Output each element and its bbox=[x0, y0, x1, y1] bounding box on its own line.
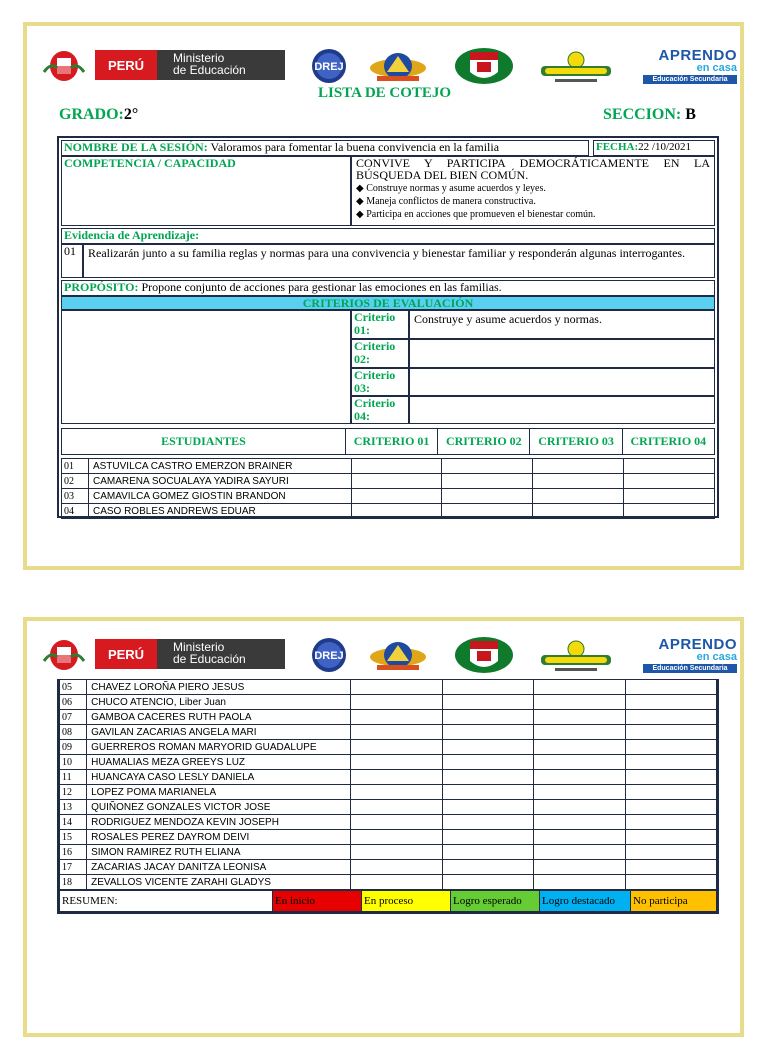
student-name: ZACARIAS JACAY DANITZA LEONISA bbox=[87, 860, 351, 875]
criterio-02-cell[interactable] bbox=[442, 770, 533, 785]
criterio-04-cell[interactable] bbox=[625, 845, 716, 860]
criterio-01-cell[interactable] bbox=[351, 680, 442, 695]
criterio-02-cell[interactable] bbox=[442, 489, 533, 504]
criterio-label: Criterio 02: bbox=[354, 339, 396, 366]
criterio-03-cell[interactable] bbox=[534, 770, 625, 785]
en-casa-text: en casa bbox=[696, 62, 737, 74]
jec-shield-logo bbox=[453, 635, 515, 675]
seccion-label: SECCION: bbox=[603, 106, 682, 123]
table-row bbox=[60, 845, 717, 860]
criterio-01-cell[interactable] bbox=[351, 800, 442, 815]
grado-field bbox=[59, 106, 138, 124]
criterio-03-cell[interactable] bbox=[533, 459, 624, 474]
criterio-02-header: CRITERIO 02 bbox=[438, 429, 530, 455]
capacidad-text: Maneja conflictos de manera constructiva. bbox=[366, 196, 536, 207]
criterio-02-cell[interactable] bbox=[442, 860, 533, 875]
student-name: LOPEZ POMA MARIANELA bbox=[87, 785, 351, 800]
legend-en-inicio: En inicio bbox=[273, 891, 362, 912]
criterio-04-cell[interactable] bbox=[624, 459, 715, 474]
criterio-04-cell[interactable] bbox=[624, 474, 715, 489]
criterio-01-cell[interactable] bbox=[351, 725, 442, 740]
peru-shield-logo bbox=[39, 637, 89, 673]
fecha-value: 22 /10/2021 bbox=[638, 141, 692, 153]
capacidad-text: Construye normas y asume acuerdos y leyes. bbox=[366, 183, 546, 194]
student-number: 01 bbox=[62, 459, 89, 474]
jec-shield-logo bbox=[453, 46, 515, 86]
student-name: ASTUVILCA CASTRO EMERZON BRAINER bbox=[88, 459, 351, 474]
en-casa-text: en casa bbox=[696, 651, 737, 663]
criterio-03-cell[interactable] bbox=[534, 815, 625, 830]
criterio-04-label-cell bbox=[351, 396, 409, 424]
capacidad-item: ◆ Participa en acciones que promueven el bienestar común. bbox=[356, 209, 596, 220]
table-row bbox=[60, 680, 717, 695]
criterio-01-cell[interactable] bbox=[351, 830, 442, 845]
table-row bbox=[60, 875, 717, 890]
criterio-04-cell[interactable] bbox=[625, 680, 716, 695]
student-name: CHAVEZ LOROÑA PIERO JESUS bbox=[87, 680, 351, 695]
table-row bbox=[60, 815, 717, 830]
jornada-completa-logo bbox=[535, 635, 617, 675]
logo-row bbox=[39, 46, 735, 86]
capacidades-list bbox=[356, 182, 710, 221]
drej-logo bbox=[301, 635, 357, 675]
criterio-02-cell[interactable] bbox=[442, 800, 533, 815]
student-number: 08 bbox=[60, 725, 87, 740]
student-number: 15 bbox=[60, 830, 87, 845]
evidencia-num: 01 bbox=[64, 244, 76, 258]
evidencia-text: Realizarán junto a su familia reglas y normas para una convivencia y bienestar familiar y responderán algunas interrogantes. bbox=[88, 246, 686, 260]
table-row bbox=[60, 740, 717, 755]
student-name: ZEVALLOS VICENTE ZARAHI GLADYS bbox=[87, 875, 351, 890]
proposito-text: Propone conjunto de acciones para gestionar las emociones en las familias. bbox=[141, 280, 502, 294]
student-name: GUERREROS ROMAN MARYORID GUADALUPE bbox=[87, 740, 351, 755]
table-row bbox=[62, 504, 715, 519]
educacion-secundaria-text: Educación Secundaria bbox=[643, 664, 737, 673]
evidencia-label: Evidencia de Aprendizaje: bbox=[64, 228, 200, 242]
criterio-02-cell[interactable] bbox=[442, 830, 533, 845]
criterio-03-cell[interactable] bbox=[534, 740, 625, 755]
criterio-04-cell[interactable] bbox=[625, 695, 716, 710]
student-number: 17 bbox=[60, 860, 87, 875]
legend-logro-destacado: Logro destacado bbox=[540, 891, 631, 912]
ministerio-label bbox=[157, 639, 285, 669]
ministerio-label bbox=[157, 50, 285, 80]
students-frame-page2 bbox=[57, 679, 719, 914]
criterio-01-cell[interactable] bbox=[351, 710, 442, 725]
criterio-03-cell[interactable] bbox=[534, 710, 625, 725]
student-number: 02 bbox=[62, 474, 89, 489]
criterio-03-cell[interactable] bbox=[534, 680, 625, 695]
criterio-04-text-cell bbox=[409, 396, 715, 424]
student-number: 07 bbox=[60, 710, 87, 725]
criterio-01-header: CRITERIO 01 bbox=[345, 429, 437, 455]
table-row bbox=[62, 489, 715, 504]
session-name-cell bbox=[61, 140, 589, 156]
student-number: 10 bbox=[60, 755, 87, 770]
criterio-01-cell[interactable] bbox=[351, 770, 442, 785]
grado-label: GRADO: bbox=[59, 106, 124, 123]
table-row bbox=[60, 800, 717, 815]
jornada-completa-logo bbox=[535, 46, 617, 86]
ministerio-line1: Ministerio bbox=[173, 640, 225, 654]
criterio-04-cell[interactable] bbox=[624, 489, 715, 504]
document-title: LISTA DE COTEJO bbox=[318, 85, 452, 101]
criterio-02-cell[interactable] bbox=[442, 740, 533, 755]
criterio-01-label-cell bbox=[351, 310, 409, 339]
criterio-02-text-cell bbox=[409, 339, 715, 368]
evidencia-label-cell bbox=[61, 228, 715, 244]
student-number: 03 bbox=[62, 489, 89, 504]
resumen-label: RESUMEN: bbox=[60, 891, 273, 912]
criterio-04-cell[interactable] bbox=[624, 504, 715, 519]
criterio-04-cell[interactable] bbox=[625, 725, 716, 740]
student-number: 05 bbox=[60, 680, 87, 695]
drej-logo bbox=[301, 46, 357, 86]
school-crest-logo bbox=[367, 635, 429, 675]
criterio-04-cell[interactable] bbox=[625, 710, 716, 725]
table-row bbox=[60, 860, 717, 875]
criterio-01-cell[interactable] bbox=[351, 740, 442, 755]
fecha-label: FECHA: bbox=[596, 141, 639, 153]
evidencia-text-cell bbox=[83, 244, 715, 278]
criterios-header-bar bbox=[61, 296, 715, 310]
educacion-secundaria-text: Educación Secundaria bbox=[643, 75, 737, 84]
criterio-01-cell[interactable] bbox=[351, 695, 442, 710]
estudiantes-header: ESTUDIANTES bbox=[62, 429, 346, 455]
criterio-text: Construye y asume acuerdos y normas. bbox=[414, 312, 602, 326]
criterio-03-cell[interactable] bbox=[533, 489, 624, 504]
criterio-03-cell[interactable] bbox=[534, 875, 625, 890]
proposito-label: PROPÓSITO: bbox=[64, 280, 139, 294]
document-page-2 bbox=[23, 617, 744, 1037]
criterio-01-cell[interactable] bbox=[351, 459, 442, 474]
criterio-04-cell[interactable] bbox=[625, 785, 716, 800]
peru-label: PERÚ bbox=[95, 50, 157, 80]
criterio-01-cell[interactable] bbox=[351, 815, 442, 830]
competencia-title: CONVIVE Y PARTICIPA DEMOCRÁTICAMENTE EN LA BÚSQUEDA DEL BIEN COMÚN. bbox=[356, 156, 710, 182]
criterio-01-cell[interactable] bbox=[351, 845, 442, 860]
criterio-04-cell[interactable] bbox=[625, 830, 716, 845]
criterio-04-header: CRITERIO 04 bbox=[622, 429, 714, 455]
table-row bbox=[60, 785, 717, 800]
competencia-label-cell bbox=[61, 156, 351, 226]
competencia-value-cell bbox=[351, 156, 715, 226]
criterios-header: CRITERIOS DE EVALUACIÓN bbox=[302, 296, 474, 310]
criterio-02-cell[interactable] bbox=[442, 875, 533, 890]
aprendo-text: APRENDO bbox=[658, 636, 737, 653]
criterio-02-cell[interactable] bbox=[442, 695, 533, 710]
student-name: GAVILAN ZACARIAS ANGELA MARI bbox=[87, 725, 351, 740]
session-frame bbox=[57, 136, 719, 518]
students-table-page1 bbox=[61, 458, 715, 519]
resumen-row bbox=[60, 891, 717, 912]
criterio-02-cell[interactable] bbox=[442, 680, 533, 695]
criterio-02-cell[interactable] bbox=[442, 815, 533, 830]
table-row bbox=[60, 830, 717, 845]
student-name: CAMAVILCA GOMEZ GIOSTIN BRANDON bbox=[88, 489, 351, 504]
student-name: CAMARENA SOCUALAYA YADIRA SAYURI bbox=[88, 474, 351, 489]
criterio-04-cell[interactable] bbox=[625, 770, 716, 785]
criterio-02-cell[interactable] bbox=[442, 710, 533, 725]
criterio-label: Criterio 04: bbox=[354, 396, 396, 423]
criterio-label: Criterio 03: bbox=[354, 368, 396, 395]
student-number: 09 bbox=[60, 740, 87, 755]
criterio-02-label-cell bbox=[351, 339, 409, 368]
criterio-03-label-cell bbox=[351, 368, 409, 396]
criterio-01-cell[interactable] bbox=[351, 474, 442, 489]
svg-text:DREJ: DREJ bbox=[314, 61, 344, 73]
criterio-03-cell[interactable] bbox=[534, 725, 625, 740]
student-name: GAMBOA CACERES RUTH PAOLA bbox=[87, 710, 351, 725]
table-row bbox=[62, 459, 715, 474]
criterio-01-cell[interactable] bbox=[351, 504, 442, 519]
evidencia-num-cell bbox=[61, 244, 83, 278]
competencia-label: COMPETENCIA / CAPACIDAD bbox=[64, 156, 236, 170]
table-row bbox=[62, 474, 715, 489]
capacidad-item: ◆ Construye normas y asume acuerdos y leyes. bbox=[356, 183, 546, 194]
criterio-04-cell[interactable] bbox=[625, 815, 716, 830]
student-name: CHUCO ATENCIO, Liber Juan bbox=[87, 695, 351, 710]
criterio-02-cell[interactable] bbox=[442, 755, 533, 770]
grado-value: 2° bbox=[123, 106, 139, 123]
criterio-03-text-cell bbox=[409, 368, 715, 396]
criterio-03-cell[interactable] bbox=[533, 504, 624, 519]
aprendo-en-casa-logo bbox=[643, 637, 737, 671]
student-number: 04 bbox=[62, 504, 89, 519]
logo-row bbox=[39, 635, 735, 675]
criterio-02-cell[interactable] bbox=[442, 845, 533, 860]
criterio-03-cell[interactable] bbox=[534, 845, 625, 860]
criterio-03-cell[interactable] bbox=[534, 785, 625, 800]
criterio-label: Criterio 01: bbox=[354, 310, 396, 337]
peru-shield-logo bbox=[39, 48, 89, 84]
session-name-value: Valoramos para fomentar la buena convivencia en la familia bbox=[210, 140, 500, 154]
legend-en-proceso: En proceso bbox=[362, 891, 451, 912]
criterio-01-cell[interactable] bbox=[351, 489, 442, 504]
aprendo-en-casa-logo bbox=[643, 48, 737, 82]
students-table-page2 bbox=[59, 679, 717, 890]
student-name: HUANCAYA CASO LESLY DANIELA bbox=[87, 770, 351, 785]
criterio-02-cell[interactable] bbox=[442, 725, 533, 740]
table-row bbox=[60, 755, 717, 770]
seccion-field bbox=[603, 106, 696, 124]
seccion-value: B bbox=[685, 106, 696, 123]
criterio-04-cell[interactable] bbox=[625, 740, 716, 755]
student-name: SIMON RAMIREZ RUTH ELIANA bbox=[87, 845, 351, 860]
student-number: 16 bbox=[60, 845, 87, 860]
criterio-01-cell[interactable] bbox=[351, 755, 442, 770]
student-number: 12 bbox=[60, 785, 87, 800]
criterio-04-cell[interactable] bbox=[625, 860, 716, 875]
student-name: CASO ROBLES ANDREWS EDUAR bbox=[88, 504, 351, 519]
criterio-01-cell[interactable] bbox=[351, 875, 442, 890]
criterio-04-cell[interactable] bbox=[625, 755, 716, 770]
criterio-02-cell[interactable] bbox=[442, 459, 533, 474]
criterio-04-cell[interactable] bbox=[625, 800, 716, 815]
student-name: QUIÑONEZ GONZALES VICTOR JOSE bbox=[87, 800, 351, 815]
criterio-01-cell[interactable] bbox=[351, 860, 442, 875]
table-row bbox=[60, 725, 717, 740]
criterio-03-cell[interactable] bbox=[534, 830, 625, 845]
criterio-02-cell[interactable] bbox=[442, 504, 533, 519]
capacidad-item: ◆ Maneja conflictos de manera constructiva. bbox=[356, 196, 536, 207]
peru-label: PERÚ bbox=[95, 639, 157, 669]
legend-no-participa: No participa bbox=[631, 891, 717, 912]
criterio-02-cell[interactable] bbox=[442, 474, 533, 489]
resumen-table bbox=[59, 890, 717, 912]
document-page-1 bbox=[23, 22, 744, 570]
aprendo-text: APRENDO bbox=[658, 47, 737, 64]
svg-text:DREJ: DREJ bbox=[314, 650, 344, 662]
criterio-03-header: CRITERIO 03 bbox=[530, 429, 622, 455]
criterio-04-cell[interactable] bbox=[625, 875, 716, 890]
criterio-02-cell[interactable] bbox=[442, 785, 533, 800]
criterio-03-cell[interactable] bbox=[534, 860, 625, 875]
criterio-03-cell[interactable] bbox=[534, 695, 625, 710]
criterio-03-cell[interactable] bbox=[534, 755, 625, 770]
student-number: 06 bbox=[60, 695, 87, 710]
school-crest-logo bbox=[367, 46, 429, 86]
session-name-label: NOMBRE DE LA SESIÓN: bbox=[64, 140, 208, 154]
criterio-01-cell[interactable] bbox=[351, 785, 442, 800]
student-name: ROSALES PEREZ DAYROM DEIVI bbox=[87, 830, 351, 845]
students-header-table bbox=[61, 428, 715, 455]
criterio-01-text-cell bbox=[409, 310, 715, 339]
table-row bbox=[60, 710, 717, 725]
student-number: 18 bbox=[60, 875, 87, 890]
proposito-cell bbox=[61, 280, 715, 296]
criterio-03-cell[interactable] bbox=[534, 800, 625, 815]
student-number: 14 bbox=[60, 815, 87, 830]
student-name: RODRIGUEZ MENDOZA KEVIN JOSEPH bbox=[87, 815, 351, 830]
ministerio-line1: Ministerio bbox=[173, 51, 225, 65]
table-row bbox=[60, 695, 717, 710]
student-name: HUAMALIAS MEZA GREEYS LUZ bbox=[87, 755, 351, 770]
criterio-03-cell[interactable] bbox=[533, 474, 624, 489]
criterios-blank-cell bbox=[61, 310, 351, 424]
ministerio-line2: de Educación bbox=[173, 652, 246, 666]
student-number: 11 bbox=[60, 770, 87, 785]
fecha-cell bbox=[593, 140, 715, 156]
legend-logro-esperado: Logro esperado bbox=[451, 891, 540, 912]
ministerio-line2: de Educación bbox=[173, 63, 246, 77]
table-row bbox=[60, 770, 717, 785]
student-number: 13 bbox=[60, 800, 87, 815]
capacidad-text: Participa en acciones que promueven el bienestar común. bbox=[366, 209, 596, 220]
